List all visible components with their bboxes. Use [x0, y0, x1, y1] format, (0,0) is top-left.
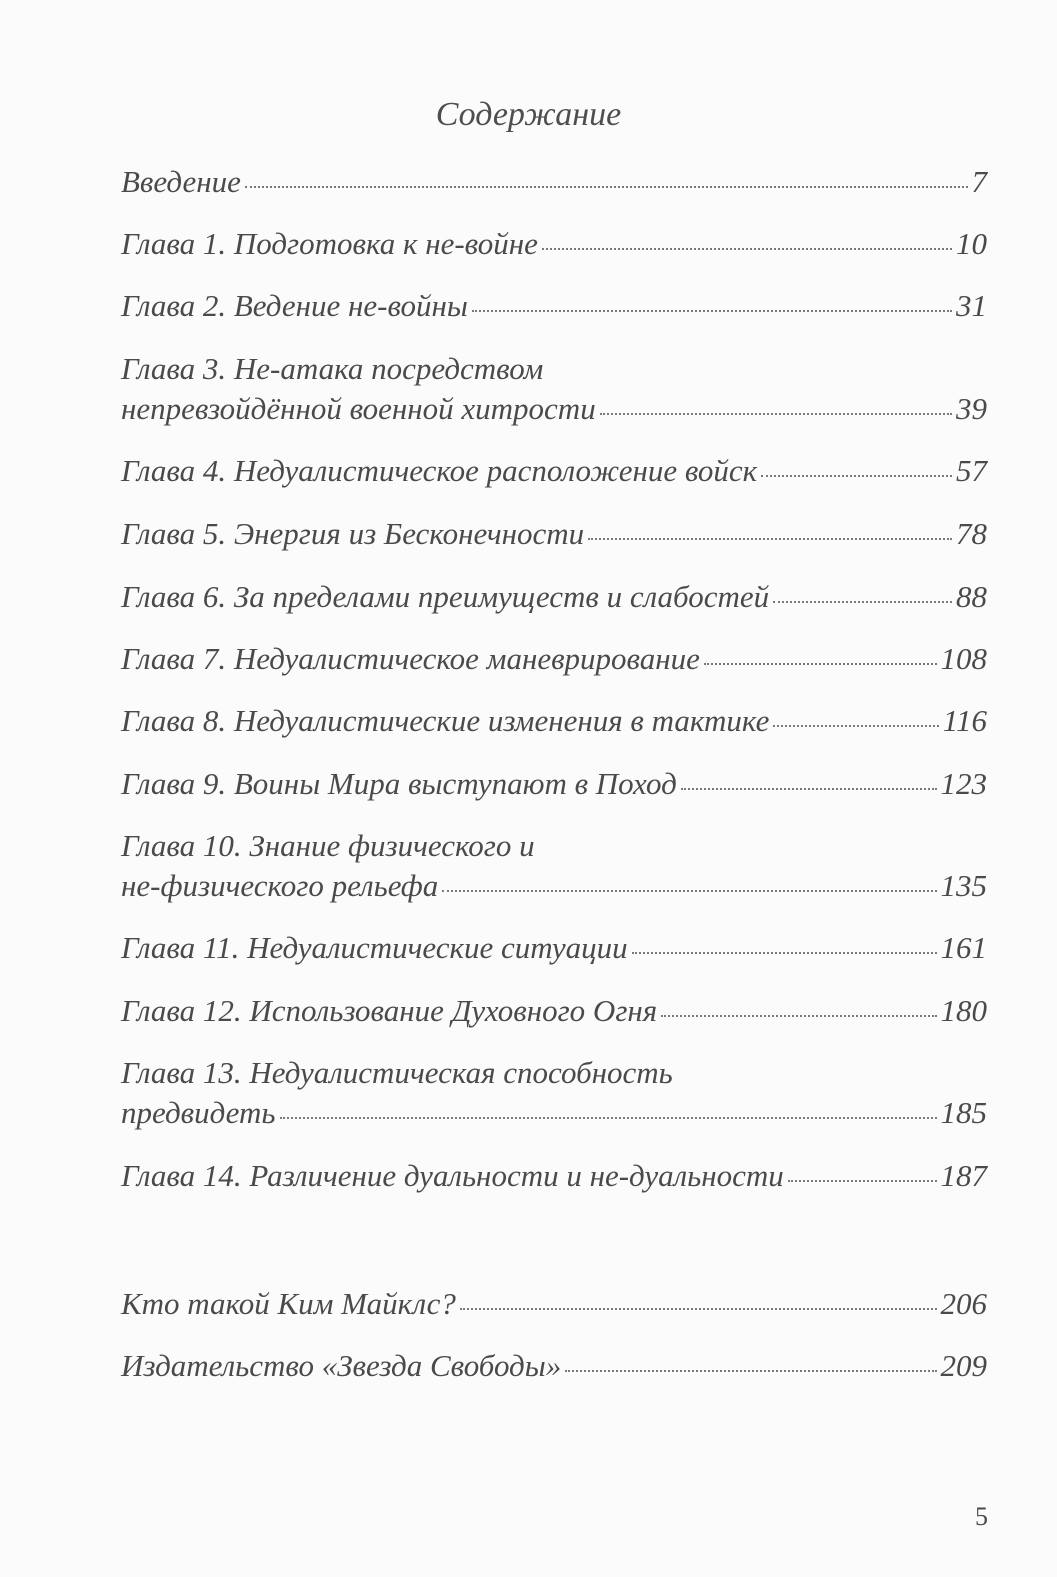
toc-entry-title: предвидеть [121, 1095, 276, 1130]
dot-leader [565, 1370, 936, 1372]
dot-leader [600, 413, 952, 415]
dot-leader [773, 601, 952, 603]
toc-entry-title-line-1: Глава 3. Не-атака посредством [121, 351, 544, 386]
dot-leader [681, 788, 937, 790]
toc-entry-title-line-1: Глава 10. Знание физического и [121, 828, 535, 863]
toc-entry-page: 39 [956, 391, 987, 426]
dot-leader [788, 1180, 937, 1182]
toc-entry-publisher[interactable] [121, 1346, 987, 1386]
toc-entry-title: Глава 1. Подготовка к не-войне [121, 226, 538, 261]
toc-entry-page: 185 [940, 1095, 987, 1130]
toc-entry-title: Кто такой Ким Майклс? [121, 1286, 456, 1321]
toc-entry-page: 209 [940, 1348, 987, 1383]
dot-leader [442, 890, 936, 892]
dot-leader [761, 475, 952, 477]
toc-entry-chapter-2[interactable] [121, 286, 987, 326]
toc-entry-chapter-6[interactable] [121, 577, 987, 617]
dot-leader [588, 538, 952, 540]
toc-entry-page: 187 [940, 1158, 987, 1193]
toc-entry-title: Глава 12. Использование Духовного Огня [121, 993, 658, 1028]
toc-entry-page: 88 [956, 579, 987, 614]
toc-entry-chapter-7[interactable] [121, 639, 987, 679]
toc-entry-chapter-12[interactable] [121, 991, 987, 1031]
toc-entry-chapter-3[interactable] [121, 349, 987, 429]
toc-entry-title: Глава 4. Недуалистическое расположение войск [121, 453, 758, 488]
toc-entry-page: 57 [956, 453, 987, 488]
toc-entry-page: 180 [940, 993, 987, 1028]
page-number: 5 [975, 1502, 988, 1531]
dot-leader [661, 1015, 936, 1017]
dot-leader [704, 663, 937, 665]
toc-entry-page: 206 [940, 1286, 987, 1321]
toc-entry-title-line-1: Глава 13. Недуалистическая способность [121, 1055, 673, 1090]
toc-entry-title: Глава 6. За пределами преимуществ и слабостей [121, 579, 770, 614]
dot-leader [280, 1117, 937, 1119]
dot-leader [632, 952, 937, 954]
toc-entry-chapter-4[interactable] [121, 451, 987, 491]
toc-entry-title: Глава 14. Различение дуальности и не-дуальности [121, 1158, 784, 1193]
toc-entry-page: 7 [971, 164, 987, 199]
toc-entry-page: 10 [956, 226, 987, 261]
toc-entry-chapter-1[interactable] [121, 224, 987, 264]
toc-entry-title: Глава 7. Недуалистическое маневрирование [121, 641, 700, 676]
toc-entry-page: 78 [956, 516, 987, 551]
toc-entry-about-author[interactable] [121, 1284, 987, 1324]
toc-entry-title: Издательство «Звезда Свободы» [121, 1348, 562, 1383]
dot-leader [542, 248, 952, 250]
toc-entry-chapter-9[interactable] [121, 764, 987, 804]
toc-entry-title: не-физического рельефа [121, 868, 439, 903]
toc-entry-title: Глава 5. Энергия из Бесконечности [121, 516, 585, 551]
toc-entry-title: Глава 11. Недуалистические ситуации [121, 930, 628, 965]
toc-entry-title: Глава 8. Недуалистические изменения в тактике [121, 703, 770, 738]
page-title: Содержание [435, 96, 622, 133]
dot-leader [460, 1308, 937, 1310]
toc-entry-page: 108 [940, 641, 987, 676]
toc-entry-page: 116 [942, 703, 987, 738]
toc-entry-chapter-13[interactable] [121, 1053, 987, 1133]
dot-leader [245, 186, 968, 188]
toc-entry-chapter-8[interactable] [121, 701, 987, 741]
toc-entry-title: Глава 9. Воины Мира выступают в Поход [121, 766, 677, 801]
toc-entry-page: 31 [956, 288, 987, 323]
toc-entry-introduction[interactable] [121, 162, 987, 202]
toc-entry-title: непревзойдённой военной хитрости [121, 391, 596, 426]
toc-entry-title: Глава 2. Ведение не-войны [121, 288, 468, 323]
dot-leader [773, 725, 938, 727]
dot-leader [472, 310, 952, 312]
toc-entry-title: Введение [121, 164, 241, 199]
toc-entry-chapter-14[interactable] [121, 1156, 987, 1196]
toc-entry-page: 123 [940, 766, 987, 801]
toc-entry-chapter-5[interactable] [121, 514, 987, 554]
toc-entry-chapter-11[interactable] [121, 928, 987, 968]
toc-entry-page: 135 [940, 868, 987, 903]
toc-entry-page: 161 [940, 930, 987, 965]
toc-entry-chapter-10[interactable] [121, 826, 987, 906]
